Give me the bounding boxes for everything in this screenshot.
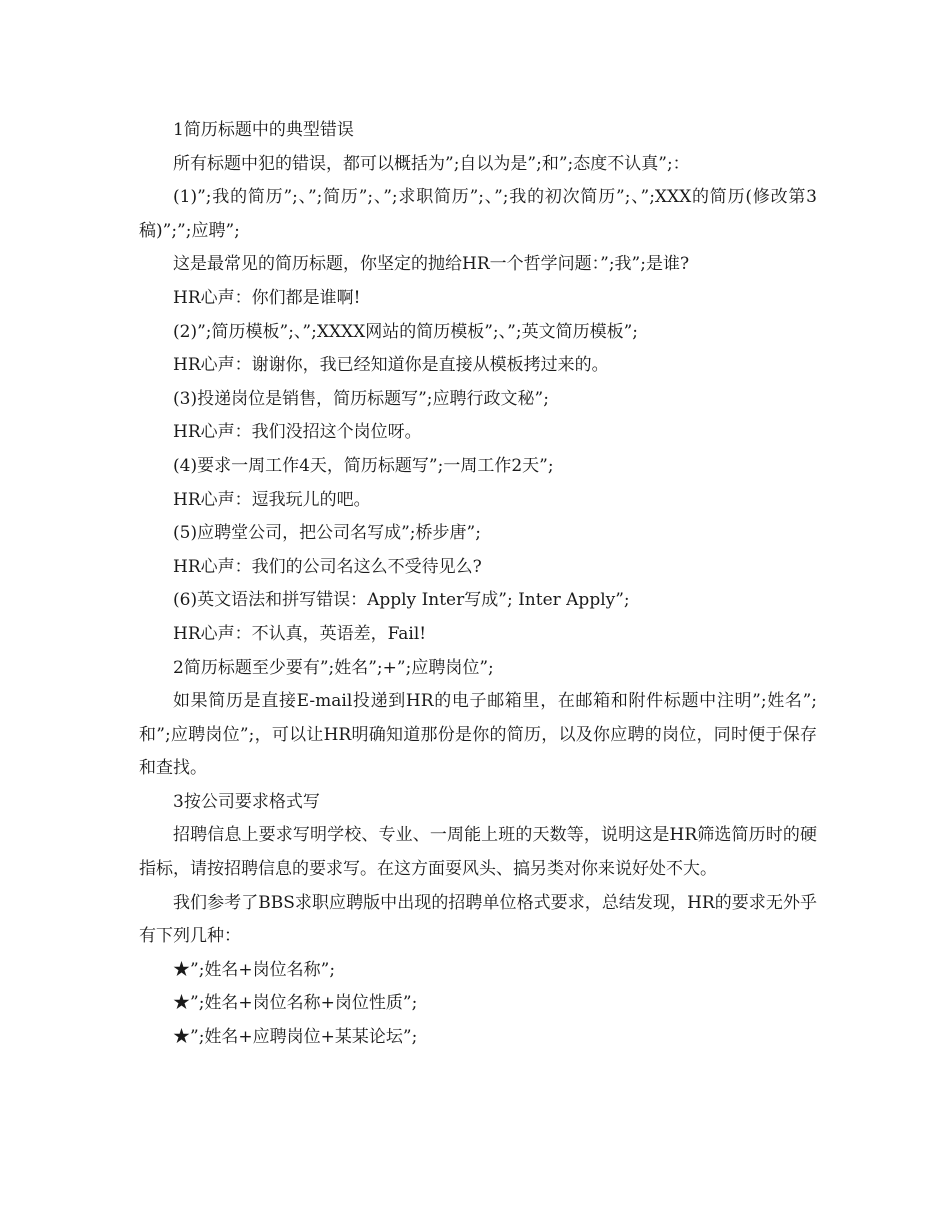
list-item-2: (2)”;简历模板”;、”;XXXX网站的简历模板”;、”;英文简历模板”; [173,321,639,342]
paragraph: 招聘信息上要求写明学校、专业、一周能上班的天数等，说明这是HR筛选简历时的硬指标，请按招聘信息的要求写。在这方面耍风头、搞另类对你来说好处不大。 [139,825,817,880]
bullet-item: ★”;姓名+应聘岗位+某某论坛”; [173,1027,418,1048]
hr-comment: HR心声：我们没招这个岗位呀。 [173,422,422,443]
section-heading-3: 3按公司要求格式写 [173,791,320,812]
paragraph: 这是最常见的简历标题，你坚定的抛给HR一个哲学问题：”;我”;是谁? [173,254,690,275]
hr-comment: HR心声：逗我玩儿的吧。 [173,489,371,510]
list-item-4: (4)要求一周工作4天，简历标题写”;一周工作2天”; [173,455,554,476]
hr-comment: HR心声：谢谢你，我已经知道你是直接从模板拷过来的。 [173,355,609,376]
hr-comment: HR心声：你们都是谁啊! [173,287,361,308]
list-item-3: (3)投递岗位是销售，简历标题写”;应聘行政文秘”; [173,388,549,409]
section-heading-1: 1简历标题中的典型错误 [173,120,354,140]
bullet-item: ★”;姓名+岗位名称+岗位性质”; [173,993,418,1014]
paragraph: 所有标题中犯的错误，都可以概括为”;自以为是”;和”;态度不认真”;： [173,153,690,174]
hr-comment: HR心声：不认真，英语差，Fail! [173,623,427,644]
list-item-5: (5)应聘堂公司，把公司名写成”;桥步唐”; [173,523,481,544]
hr-comment: HR心声：我们的公司名这么不受待见么? [173,556,482,577]
paragraph: 我们参考了BBS求职应聘版中出现的招聘单位格式要求，总结发现，HR的要求无外乎有下列几种： [139,892,817,947]
bullet-item: ★”;姓名+岗位名称”; [173,959,336,980]
paragraph: 如果简历是直接E-mail投递到HR的电子邮箱里，在邮箱和附件标题中注明”;姓名”;和”;应聘岗位”;，可以让HR明确知道那份是你的简历，以及你应聘的岗位，同时便于保存和查找。 [139,691,817,779]
list-item-6: (6)英文语法和拼写错误：Apply Inter写成”; Inter Apply”; [173,590,630,611]
list-item-1: (1)”;我的简历”;、”;简历”;、”;求职简历”;、”;我的初次简历”;、”;XXX的简历(修改第3稿)”;”;应聘”; [139,187,817,241]
document-body [139,114,817,1055]
section-heading-2: 2简历标题至少要有”;姓名”;+”;应聘岗位”; [173,657,494,678]
